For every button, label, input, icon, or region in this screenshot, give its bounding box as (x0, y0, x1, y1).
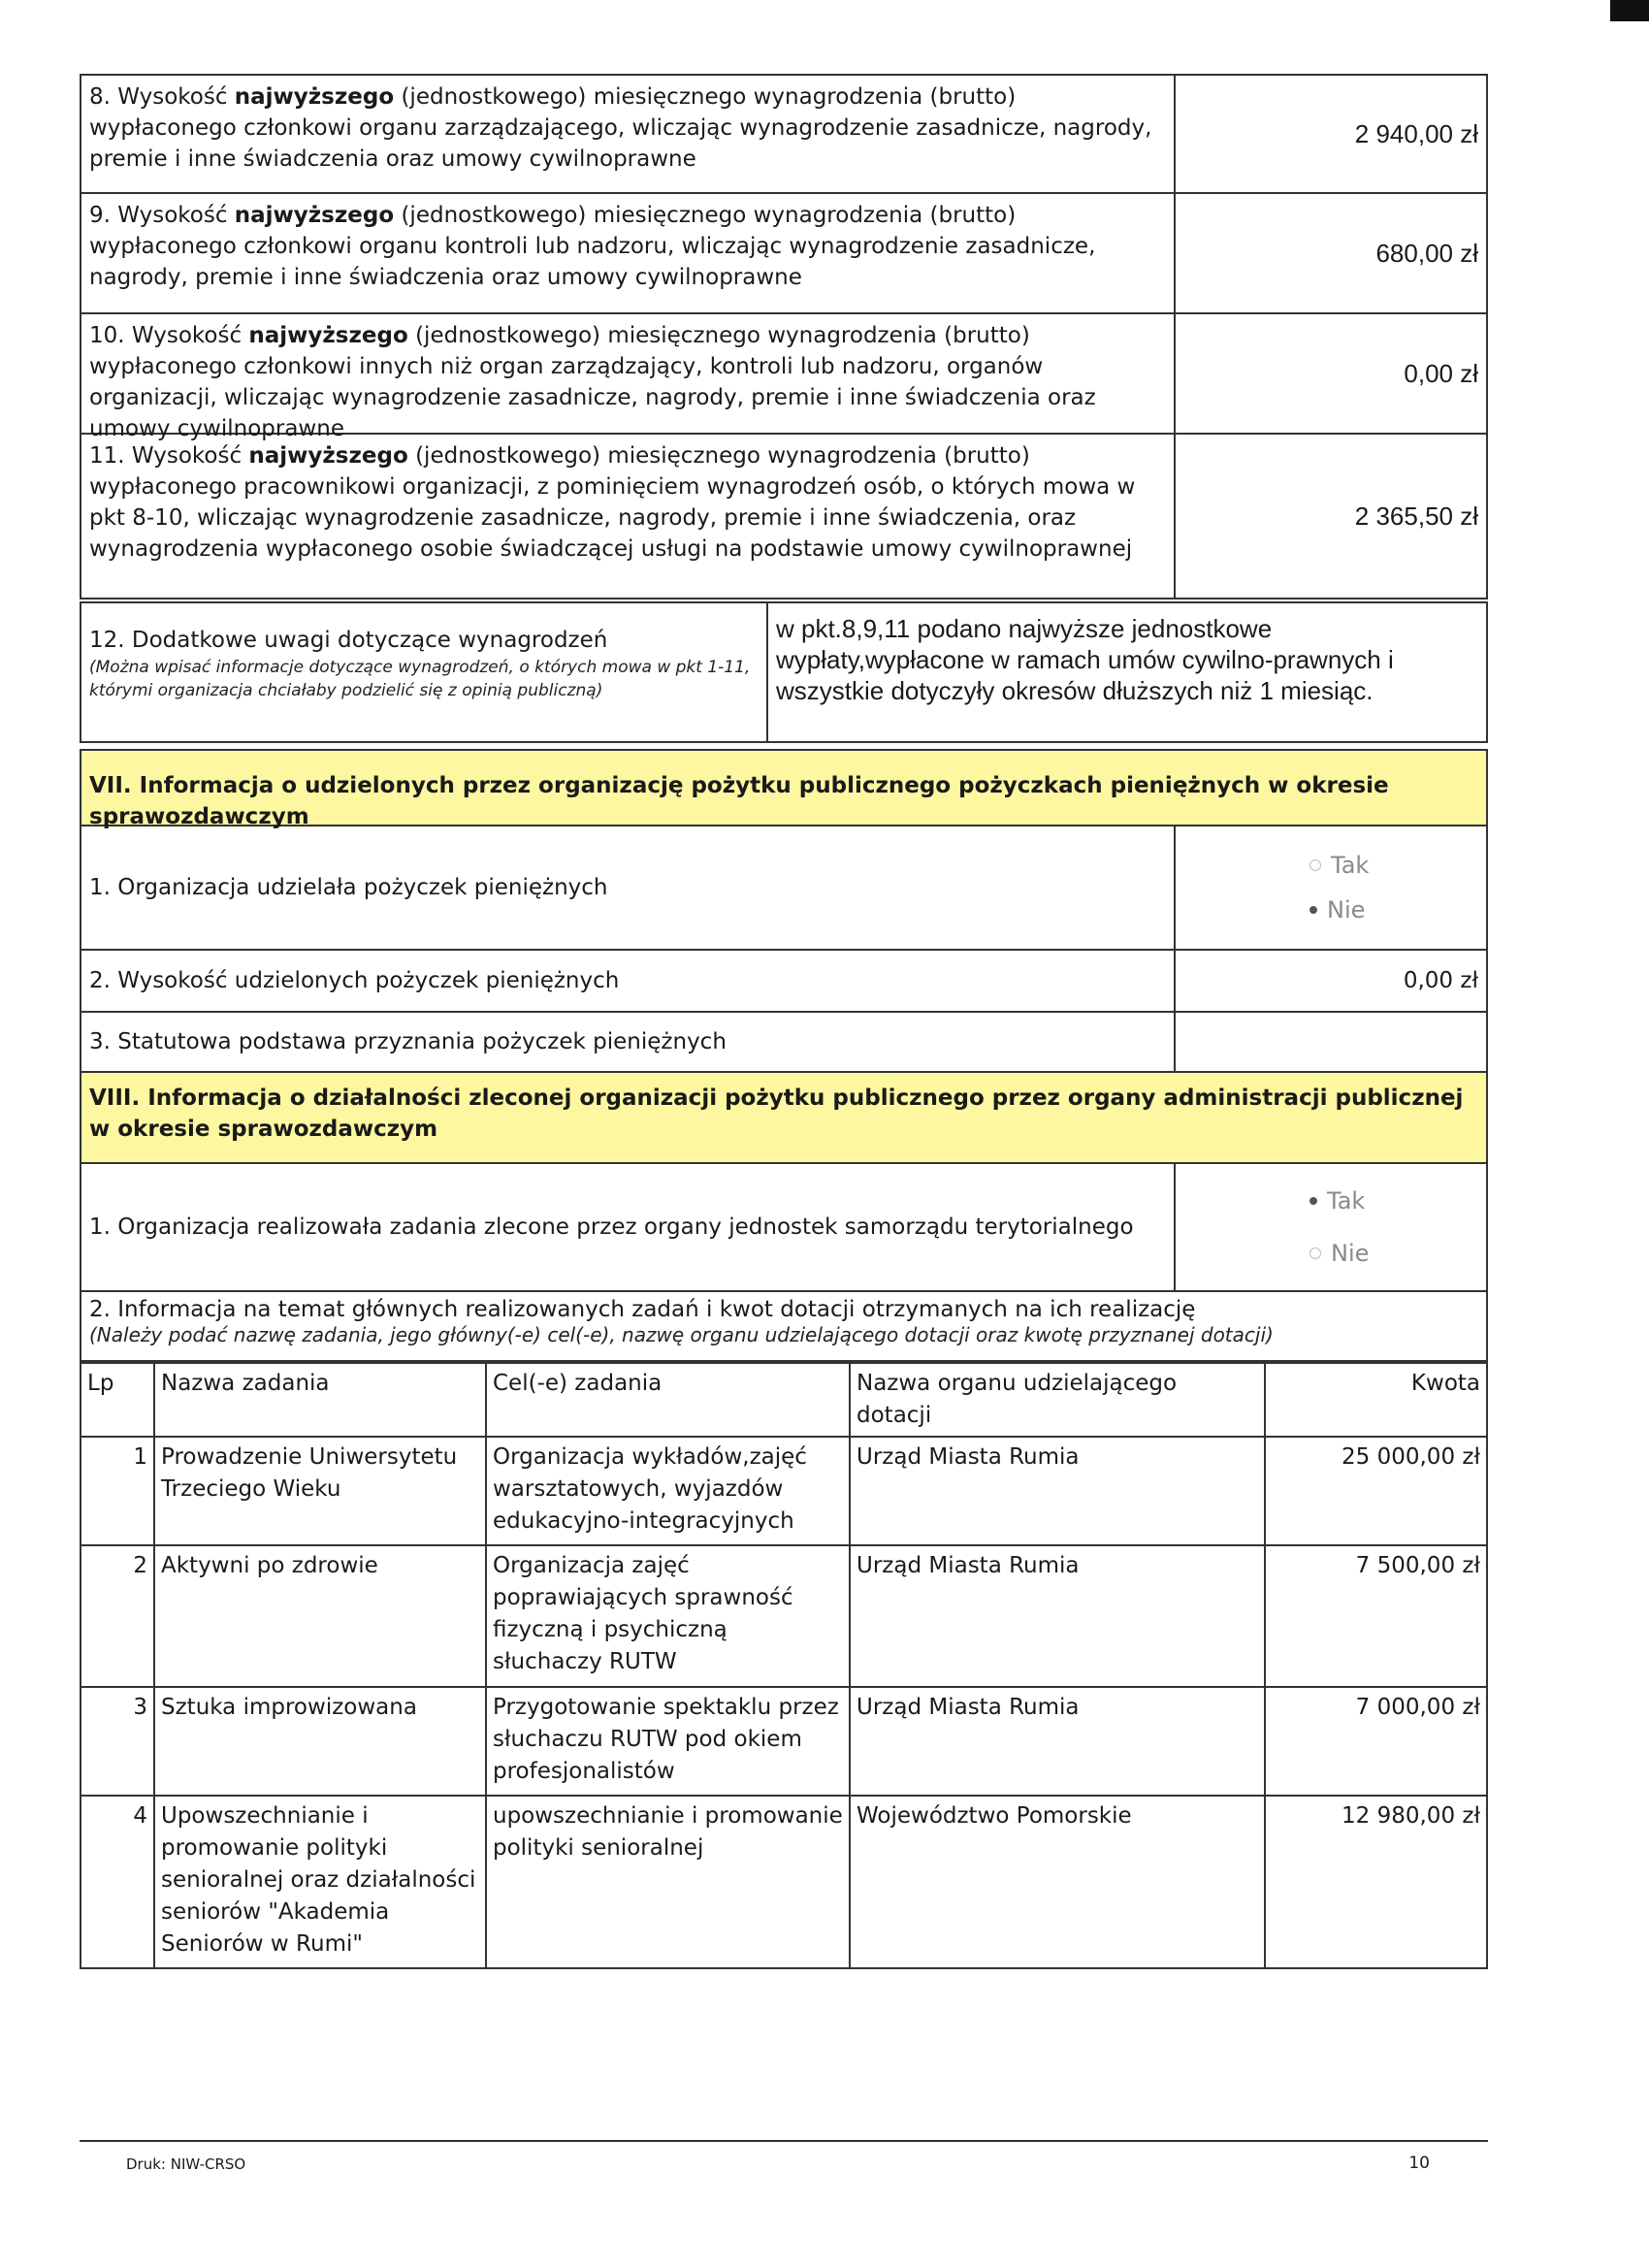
radio-selected-icon (1310, 1197, 1317, 1205)
row-label: 10. Wysokość najwyższego (jednostkowego) miesięcznego wynagrodzenia (brutto) wypłaconego członkowi innych niż organ zarządzający, kontroli lub nadzoru, organów organizacji, wliczając wynagrodzenie zasadnicze, nagrody, premie i inne świadczenia oraz umowy cywilnoprawne (89, 323, 1096, 441)
cell-goal: upowszechnianie i promowanie polityki senioralnej (486, 1796, 850, 1968)
cell-amount: 12 980,00 zł (1265, 1796, 1487, 1968)
page-number: 10 (1408, 2154, 1430, 2173)
tasks-info-label: 2. Informacja na temat głównych realizowanych zadań i kwot dotacji otrzymanych na ich realizację (89, 1297, 1196, 1322)
salary-row-11 (80, 435, 1488, 599)
tasks-table (80, 1362, 1488, 1969)
tasks-info-row (80, 1292, 1488, 1362)
table-row (81, 1687, 1487, 1796)
cell-lp: 3 (81, 1687, 154, 1796)
section-vii-heading: VII. Informacja o udzielonych przez organizację pożytku publicznego pożyczkach pieniężnych w okresie sprawozdawczym (80, 749, 1488, 826)
radio-label: Tak (1327, 1187, 1366, 1215)
cell-organ: Urząd Miasta Rumia (850, 1687, 1265, 1796)
row-label: 8. Wysokość najwyższego (jednostkowego) miesięcznego wynagrodzenia (brutto) wypłaconego członkowi organu zarządzającego, wliczając wynagrodzenie zasadnicze, nagrody, premie i inne świadczenia oraz umowy cywilnoprawne (89, 84, 1152, 172)
salary-row-9 (80, 194, 1488, 314)
row-value: 0,00 zł (1174, 314, 1486, 433)
radio-selected-icon (1310, 906, 1317, 914)
table-row (81, 1545, 1487, 1687)
commissioned-tasks-label: 1. Organizacja realizowała zadania zlecone przez organy jednostek samorządu terytorialnego (89, 1215, 1134, 1240)
row-label: 9. Wysokość najwyższego (jednostkowego) miesięcznego wynagrodzenia (brutto) wypłaconego członkowi organu kontroli lub nadzoru, wliczając wynagrodzenie zasadnicze, nagrody, premie i inne świadczenia oraz umowy cywilnoprawne (89, 203, 1096, 290)
loans-given-radio-group (1183, 850, 1369, 925)
cell-goal: Organizacja wykładów,zajęć warsztatowych, wyjazdów edukacyjno-integracyjnych (486, 1437, 850, 1545)
cell-goal: Organizacja zajęć poprawiających sprawność fizyczną i psychiczną słuchaczy RUTW (486, 1545, 850, 1687)
column-header-lp: Lp (81, 1363, 154, 1437)
cell-amount: 7 500,00 zł (1265, 1545, 1487, 1687)
loans-given-row (80, 826, 1488, 951)
row-label: 11. Wysokość najwyższego (jednostkowego) miesięcznego wynagrodzenia (brutto) wypłaconego pracownikowi organizacji, z pominięciem wynagrodzeń osób, o których mowa w pkt 8-10, wliczając wynagrodzenie zasadnicze, nagrody, premie i inne świadczenia, oraz wynagrodzenia wypłaconego osobie świadczącej usługi na podstawie umowy cywilnoprawnej (89, 443, 1136, 562)
loans-amount-label: 2. Wysokość udzielonych pożyczek pieniężnych (89, 968, 620, 993)
cell-name: Aktywni po zdrowie (154, 1545, 486, 1687)
loans-basis-value[interactable] (1174, 1013, 1486, 1071)
section-viii-heading: VIII. Informacja o działalności zleconej organizacji pożytku publicznego przez organy administracji publicznej w okresie sprawozdawczym (80, 1073, 1488, 1164)
radio-option-nie[interactable] (1310, 894, 1369, 925)
loans-basis-row (80, 1013, 1488, 1073)
notes-value[interactable]: w pkt.8,9,11 podano najwyższe jednostkowe wypłaty,wypłacone w ramach umów cywilno-prawnych i wszystkie dotyczyły okresów dłuższych niż 1 miesiąc. (766, 603, 1486, 741)
row-value: 2 940,00 zł (1174, 76, 1486, 192)
radio-label: Nie (1331, 1240, 1370, 1267)
radio-option-nie[interactable] (1310, 1238, 1369, 1269)
column-header-amount: Kwota (1265, 1363, 1487, 1437)
column-header-organ: Nazwa organu udzielającego dotacji (850, 1363, 1265, 1437)
cell-name: Prowadzenie Uniwersytetu Trzeciego Wieku (154, 1437, 486, 1545)
column-header-name: Nazwa zadania (154, 1363, 486, 1437)
radio-option-tak[interactable] (1310, 1185, 1369, 1216)
print-code: Druk: NIW-CRSO (126, 2155, 246, 2173)
tasks-info-cell (81, 1292, 1486, 1360)
notes-label-cell (81, 603, 766, 741)
loans-given-label: 1. Organizacja udzielała pożyczek pieniężnych (89, 875, 608, 900)
cell-organ: Urząd Miasta Rumia (850, 1545, 1265, 1687)
cell-goal: Przygotowanie spektaklu przez słuchaczu RUTW pod okiem profesjonalistów (486, 1687, 850, 1796)
radio-unselected-icon (1310, 859, 1321, 871)
table-row (81, 1437, 1487, 1545)
column-header-goal: Cel(-e) zadania (486, 1363, 850, 1437)
table-row (81, 1796, 1487, 1968)
cell-amount: 25 000,00 zł (1265, 1437, 1487, 1545)
radio-option-tak[interactable] (1310, 850, 1369, 881)
form-page (80, 74, 1488, 1969)
loans-given-radio-cell (1174, 826, 1486, 949)
radio-unselected-icon (1310, 1247, 1321, 1259)
commissioned-tasks-row (80, 1164, 1488, 1292)
cell-lp: 4 (81, 1796, 154, 1968)
cell-lp: 2 (81, 1545, 154, 1687)
cell-organ: Urząd Miasta Rumia (850, 1437, 1265, 1545)
cell-name: Upowszechnianie i promowanie polityki senioralnej oraz działalności seniorów "Akademia Seniorów w Rumi" (154, 1796, 486, 1968)
salary-notes-row (80, 601, 1488, 743)
tasks-table-header (81, 1363, 1487, 1437)
cell-amount: 7 000,00 zł (1265, 1687, 1487, 1796)
commissioned-tasks-radio-cell (1174, 1164, 1486, 1290)
cell-organ: Województwo Pomorskie (850, 1796, 1265, 1968)
scan-corner-mark (1610, 0, 1649, 21)
salary-row-10 (80, 314, 1488, 441)
salary-row-8 (80, 74, 1488, 194)
loans-amount-value: 0,00 zł (1174, 951, 1486, 1011)
loans-amount-row (80, 951, 1488, 1013)
row-value: 680,00 zł (1174, 194, 1486, 312)
notes-label: 12. Dodatkowe uwagi dotyczące wynagrodzeń (89, 628, 608, 653)
radio-label: Nie (1327, 896, 1366, 923)
tasks-info-hint: (Należy podać nazwę zadania, jego główny(-e) cel(-e), nazwę organu udzielającego dotacji oraz kwotę przyznanej dotacji) (89, 1323, 1274, 1346)
cell-name: Sztuka improwizowana (154, 1687, 486, 1796)
page-footer (80, 2140, 1488, 2173)
radio-label: Tak (1331, 852, 1370, 879)
commissioned-tasks-radio-group (1183, 1185, 1369, 1269)
row-value: 2 365,50 zł (1174, 435, 1486, 598)
notes-hint: (Można wpisać informacje dotyczące wynagrodzeń, o których mowa w pkt 1-11, którymi organizacja chciałaby podzielić się z opinią publiczną) (89, 658, 751, 700)
cell-lp: 1 (81, 1437, 154, 1545)
loans-basis-label: 3. Statutowa podstawa przyznania pożyczek pieniężnych (89, 1029, 727, 1054)
